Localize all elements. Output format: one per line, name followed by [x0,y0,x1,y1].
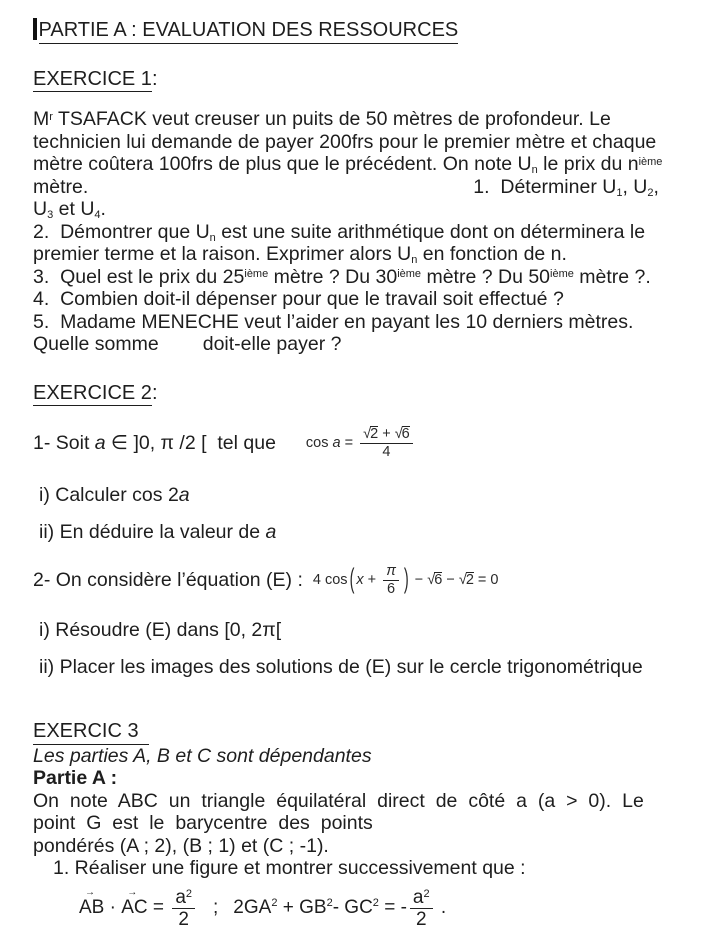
equals-zero: = 0 [473,571,499,588]
exercise2-heading-row [33,382,697,407]
body-text: point G est le barycentre des points [33,812,373,834]
body-text: ii) Placer les images des solutions de (E) sur le cercle trigonométrique [39,655,643,678]
exercise2-heading-colon: : [151,381,158,404]
variable-a: a [265,520,277,543]
radicand: 2 [370,426,379,443]
ex1-paragraph-line-5 [33,198,697,221]
ex2-subquestion-i [39,484,697,507]
vector-name: AC [121,897,148,919]
page-title: PARTIE A : EVALUATION DES RESSOURCES [39,19,459,44]
body-text: , U [622,175,648,198]
part-a-text: Partie A : [33,767,118,789]
ex1-item-2-line-2 [33,243,697,266]
sqrt-symbol: √ [363,426,371,443]
exercise3-heading: EXERCIC 3 [33,720,149,745]
formula-equation-e [313,563,499,596]
formula-vectors: → AB · → AC = $\frac{a^2}{2}$ ; 2GA 2 + GB 2 - GC 2 = - $\frac{a^2}{2}$ . [79,886,447,930]
subscript-n: n [209,231,216,244]
body-text: ii) En déduire la valeur de [39,520,266,543]
exercise1-heading-row [33,68,697,93]
ex3-body-line-2 [33,812,697,835]
fraction-denominator: 4 [382,443,391,460]
radicand: 6 [434,571,443,588]
subscript-2: 2 [647,186,654,199]
ex2-question-1 [33,420,697,466]
body-text: 2- On considère l’équation (E) : [33,568,303,591]
body-text: mètre. [33,175,89,198]
body-text: Quelle somme [33,333,159,355]
exercise3-heading-row [33,720,697,745]
exponent-2: 2 [185,888,193,901]
fraction-numerator [360,426,413,443]
ex1-paragraph-line-4 [33,176,697,199]
body-text: pondérés (A ; 2), (B ; 1) et (C ; -1). [33,834,329,857]
plus-sign: + [363,571,381,588]
ex1-item-3 [33,266,697,289]
body-text: 1- Soit [33,431,95,454]
vector-name: AB [79,897,105,919]
subscript-4: 4 [94,209,101,222]
ex1-item-5-line-2 [33,333,697,356]
body-text: doit-elle payer ? [202,333,342,355]
fraction-numerator [410,887,433,909]
fraction-numerator [172,887,195,909]
body-text: le prix du n [537,153,639,175]
list-item-4-text: 4. Combien doit-il dépenser pour que le travail soit effectué ? [33,288,564,310]
body-text: . [100,198,106,220]
formula-text: + GB [277,897,327,919]
sqrt-symbol: √ [427,571,435,588]
period: . [435,897,447,919]
vector-ac [121,887,148,920]
sqrt-symbol: √ [458,571,466,588]
superscript-ieme: ième [397,268,422,280]
vector-arrow-icon: → [127,887,138,899]
equals-sign: = [147,897,170,919]
body-text: mètre ? Du 30 [268,265,398,288]
fraction [383,563,399,596]
ex3-body-line-3 [33,835,697,858]
exercise2-heading: EXERCICE 2 [33,382,152,407]
variable-a: a [175,886,186,908]
left-parenthesis: ( [349,564,355,595]
equals-sign: = [340,434,358,451]
fraction-numerator: π [383,563,399,580]
vector-arrow-icon: → [85,887,95,899]
ex1-item-4 [33,288,697,311]
ex2-resolution-i [39,619,697,642]
variable-a: a [332,434,341,451]
body-text: en fonction de n. [417,243,567,265]
body-text: , [653,175,659,198]
ex3-item-1 [53,857,697,880]
superscript-r: r [49,110,53,123]
page-title-row [33,18,697,44]
formula-text: 4 cos [312,571,348,588]
ex1-paragraph-line-1 [33,108,697,131]
fraction [360,426,413,459]
plus-sign: + [378,426,395,443]
subscript-n: n [531,164,538,177]
body-text: TSAFACK veut creuser un puits de 50 mètres de profondeur. Le [52,108,611,130]
body-text: i) Calculer cos 2 [39,484,179,506]
list-item-1-text: 1. Réaliser une figure et montrer successivement que : [53,857,526,879]
ex1-paragraph-line-2 [33,131,697,154]
fraction-denominator: 2 [178,909,189,930]
variable-a: a [94,431,106,454]
formula-text: 2GA [233,897,272,919]
list-item-1-text: 1. Déterminer U [473,175,617,198]
fraction-denominator: 2 [415,909,427,930]
body-text: technicien lui demande de payer 200frs pour le premier mètre et chaque [33,130,657,153]
body-text: mètre ? Du 50 [421,265,551,288]
part-a-label [33,767,697,790]
superscript-ieme: ième [638,155,663,168]
radicand: 2 [465,571,474,588]
ex3-body-line-1 [33,790,697,813]
ex1-item-5-line-1 [33,311,697,334]
exercise3-subtitle [33,745,697,768]
equals-sign: = - [378,897,407,919]
body-text: mètre ?. [573,265,651,288]
right-parenthesis: ) [403,564,409,595]
formula-cos-a [306,426,416,459]
variable-a: a [412,886,424,908]
fraction-denominator: 6 [387,580,396,597]
minus-sign: − [442,571,459,588]
subscript-3: 3 [47,209,54,222]
body-text: mètre coûtera 100frs de plus que le précédent. On note U [33,153,532,175]
formula-text: cos [305,434,333,451]
superscript-ieme: ième [550,268,574,280]
variable-a: a [178,484,190,506]
variable-x: x [356,571,364,588]
sqrt-symbol: √ [394,426,402,443]
fraction [410,887,433,931]
text-cursor [33,18,37,40]
ex2-subquestion-ii [39,521,697,544]
fraction [172,887,195,931]
radicand: 6 [401,426,410,443]
formula-text: - GC [332,897,373,919]
semicolon: ; [213,897,219,919]
subtitle-text: Les parties A, B et C sont dépendantes [33,744,372,767]
list-item-3-text: 3. Quel est le prix du 25 [33,265,245,288]
body-text: et U [53,198,95,220]
exercise1-heading: EXERCICE 1 [33,68,152,93]
body-text: premier terme et la raison. Exprimer alors U [33,243,412,265]
ex2-resolution-ii [39,656,697,679]
superscript-ieme: ième [244,268,269,280]
ex1-paragraph-line-3 [33,153,697,176]
exercise1-heading-colon: : [151,67,158,90]
body-text: M [33,108,50,130]
exponent-2: 2 [423,888,430,901]
body-text: est une suite arithmétique dont on déterminera le [215,220,646,243]
body-text: U [33,198,48,220]
subscript-1: 1 [616,186,623,199]
dot-product-sign: · [104,897,122,919]
vector-ab [79,887,105,920]
subscript-n: n [411,254,418,267]
list-item-5-text: 5. Madame MENECHE veut l’aider en payant les 10 derniers mètres. [33,310,634,333]
minus-sign: − [410,571,428,588]
ex1-item-2-line-1 [33,221,697,244]
list-item-2-text: 2. Démontrer que U [33,220,210,243]
body-text: i) Résoudre (E) dans [0, 2π[ [39,619,282,641]
body-text: ∈ ]0, π /2 [ tel que [105,431,276,454]
body-text: On note ABC un triangle équilatéral direct de côté a (a > 0). Le [33,789,644,812]
ex2-question-2 [33,555,697,605]
